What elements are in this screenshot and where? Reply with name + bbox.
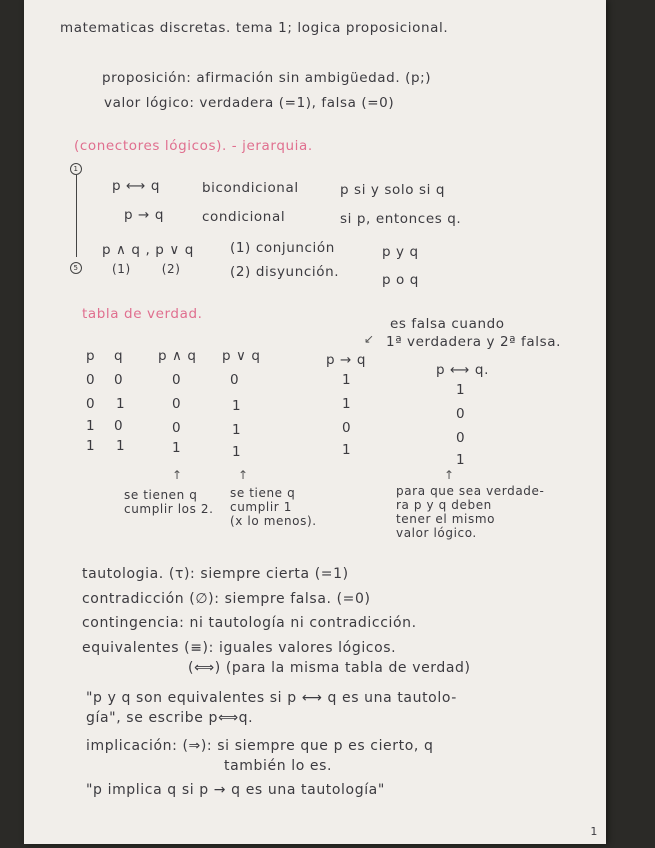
hierarchy-top-marker: 1: [70, 163, 82, 175]
table-cell: 1: [86, 438, 96, 454]
table-cell: 1: [232, 422, 242, 438]
conectores-heading: (conectores lógicos). - jerarquia.: [74, 138, 313, 154]
note-bicondicional: tener el mismo: [396, 512, 496, 526]
table-cell: 0: [86, 396, 96, 412]
note-bicondicional: ra p y q deben: [396, 498, 492, 512]
table-header: q: [114, 348, 124, 364]
arrow-up-icon: ↑: [238, 468, 249, 482]
note-bicondicional: valor lógico.: [396, 526, 477, 540]
arrow-up-icon: ↑: [444, 468, 455, 482]
line-contradiccion: contradicción (∅): siempre falsa. (=0): [82, 591, 371, 607]
line-implicacion-def: "p implica q si p → q es una tautología": [86, 782, 385, 798]
note-or: cumplir 1: [230, 500, 292, 514]
line-equivalencia-def: "p y q son equivalentes si p ⟷ q es una tautolo-: [86, 690, 457, 706]
tabla-heading: tabla de verdad.: [82, 306, 203, 322]
connective-symbol: (1) (2): [112, 262, 181, 276]
note-and: cumplir los 2.: [124, 502, 214, 516]
table-header: p: [86, 348, 96, 364]
table-cell: 1: [232, 444, 242, 460]
note-or: se tiene q: [230, 486, 296, 500]
note-or: (x lo menos).: [230, 514, 317, 528]
line-implicacion-2: también lo es.: [224, 758, 333, 774]
arrow-icon: ↙: [364, 332, 375, 346]
table-cell: 1: [116, 396, 126, 412]
connective-symbol: p → q: [124, 207, 165, 223]
table-cell: 0: [114, 372, 124, 388]
table-cell: 0: [172, 396, 182, 412]
table-header: p ⟷ q.: [436, 362, 489, 378]
line-tautologia: tautologia. (τ): siempre cierta (=1): [82, 566, 349, 582]
note-and: se tienen q: [124, 488, 198, 502]
connective-name: condicional: [202, 209, 286, 225]
connective-symbol: p ⟷ q: [112, 178, 161, 194]
table-cell: 1: [456, 382, 466, 398]
table-cell: 1: [342, 372, 352, 388]
connective-reading: si p, entonces q.: [340, 211, 462, 227]
table-cell: 0: [342, 420, 352, 436]
connective-reading: p o q: [382, 272, 419, 288]
definition-proposicion: proposición: afirmación sin ambigüedad. (p;): [102, 70, 432, 86]
definition-valor-logico: valor lógico: verdadera (=1), falsa (=0): [104, 95, 395, 111]
tabla-note-2: 1ª verdadera y 2ª falsa.: [386, 334, 561, 350]
line-equivalentes-2: (⟺) (para la misma tabla de verdad): [188, 660, 471, 676]
table-cell: 1: [456, 452, 466, 468]
table-cell: 0: [86, 372, 96, 388]
table-header: p → q: [326, 352, 367, 368]
connective-name: (1) conjunción: [230, 240, 335, 256]
arrow-up-icon: ↑: [172, 468, 183, 482]
table-header: p ∧ q: [158, 348, 197, 364]
connective-name: (2) disyunción.: [230, 264, 340, 280]
hierarchy-line: [76, 175, 77, 257]
line-equivalentes: equivalentes (≡): iguales valores lógicos.: [82, 640, 397, 656]
connective-reading: p si y solo si q: [340, 182, 446, 198]
table-header: p ∨ q: [222, 348, 261, 364]
connective-symbol: p ∧ q , p ∨ q: [102, 242, 194, 258]
table-cell: 1: [342, 396, 352, 412]
table-cell: 1: [116, 438, 126, 454]
table-cell: 0: [172, 372, 182, 388]
table-cell: 1: [86, 418, 96, 434]
table-cell: 1: [342, 442, 352, 458]
line-contingencia: contingencia: ni tautología ni contradicción.: [82, 615, 417, 631]
line-implicacion: implicación: (⇒): si siempre que p es cierto, q: [86, 738, 434, 754]
line-equivalencia-def-2: gía", se escribe p⟺q.: [86, 710, 254, 726]
table-cell: 0: [456, 406, 466, 422]
page-number: 1: [590, 825, 598, 838]
table-cell: 0: [456, 430, 466, 446]
connective-name: bicondicional: [202, 180, 299, 196]
table-cell: 1: [172, 440, 182, 456]
page-title: matematicas discretas. tema 1; logica proposicional.: [60, 20, 449, 36]
table-cell: 1: [232, 398, 242, 414]
table-cell: 0: [230, 372, 240, 388]
table-cell: 0: [114, 418, 124, 434]
tabla-note: es falsa cuando: [390, 316, 505, 332]
connective-reading: p y q: [382, 244, 419, 260]
table-cell: 0: [172, 420, 182, 436]
notebook-page: [24, 0, 606, 844]
hierarchy-bottom-marker: 5: [70, 262, 82, 274]
note-bicondicional: para que sea verdade-: [396, 484, 545, 498]
